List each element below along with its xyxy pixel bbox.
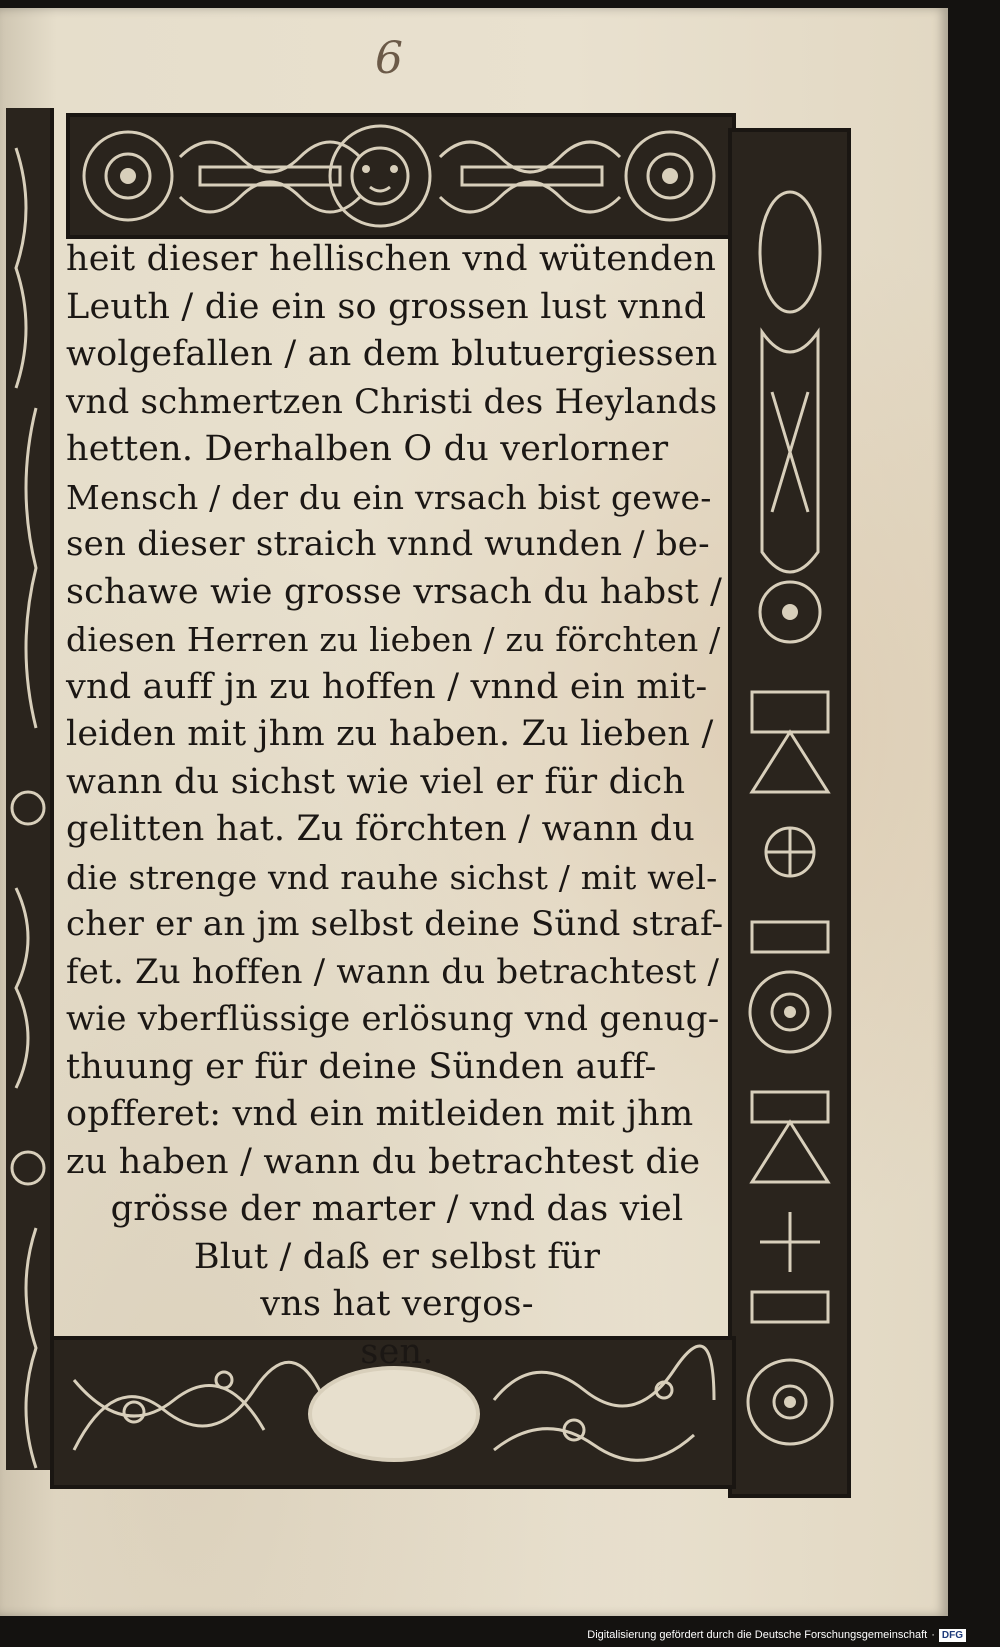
text-line: sen dieser straich vnnd wunden / be-	[66, 524, 710, 564]
text-line: die strenge vnd rauhe sichst / mit wel-	[66, 857, 718, 897]
top-ornament-band	[66, 113, 736, 239]
text-line: opfferet: vnd ein mitleiden mit jhm	[66, 1094, 694, 1134]
text-line: vnd auff jn zu hoffen / vnnd ein mit-	[66, 666, 708, 707]
text-line: heit dieser hellischen vnd wütenden	[66, 239, 717, 279]
text-line: schawe wie grosse vrsach du habst /	[66, 571, 723, 612]
closing-line: Blut / daß er selbst für	[193, 1236, 601, 1277]
closing-line: sen.	[360, 1331, 434, 1372]
left-ornament-art	[6, 108, 50, 1470]
text-line: leiden mit jhm zu haben. Zu lieben /	[66, 714, 714, 754]
closing-line: vns hat vergos-	[260, 1284, 534, 1324]
text-line: Leuth / die ein so grossen lust vnnd	[66, 286, 707, 327]
text-line: hetten. Derhalben O du verlorner	[66, 429, 669, 469]
credit-text: Digitalisierung gefördert durch die Deutsche Forschungsgemeinschaft	[587, 1629, 928, 1641]
right-ornament-art	[732, 132, 847, 1494]
text-line: fet. Zu hoffen / wann du betrachtest /	[66, 951, 720, 992]
dfg-logo[interactable]: DFG	[939, 1629, 966, 1642]
closing-line: grösse der marter / vnd das viel	[110, 1189, 684, 1229]
right-ornament-pillar	[728, 128, 851, 1498]
folio-number: 6	[375, 33, 403, 84]
text-line: vnd schmertzen Christi des Heylands	[66, 381, 718, 422]
text-line: zu haben / wann du betrachtest die	[66, 1141, 701, 1182]
body-text-block	[66, 236, 728, 1372]
book-page	[0, 8, 948, 1616]
top-ornament-art	[70, 117, 732, 235]
footer-credit	[587, 1627, 966, 1643]
text-line: diesen Herren zu lieben / zu förchten /	[66, 620, 721, 659]
text-line: thuung er für deine Sünden auff-	[66, 1046, 657, 1087]
text-line: wie vberflüssige erlösung vnd genug-	[66, 999, 720, 1039]
text-line: wann du sichst wie viel er für dich	[66, 761, 686, 802]
left-ornament-pillar	[6, 108, 54, 1470]
text-line: cher er an jm selbst deine Sünd straf-	[66, 904, 724, 944]
credit-separator: ·	[931, 1629, 935, 1641]
text-line: gelitten hat. Zu förchten / wann du	[66, 809, 695, 849]
text-line: Mensch / der du ein vrsach bist gewe-	[66, 477, 712, 517]
text-line: wolgefallen / an dem blutuergiessen	[66, 334, 718, 374]
